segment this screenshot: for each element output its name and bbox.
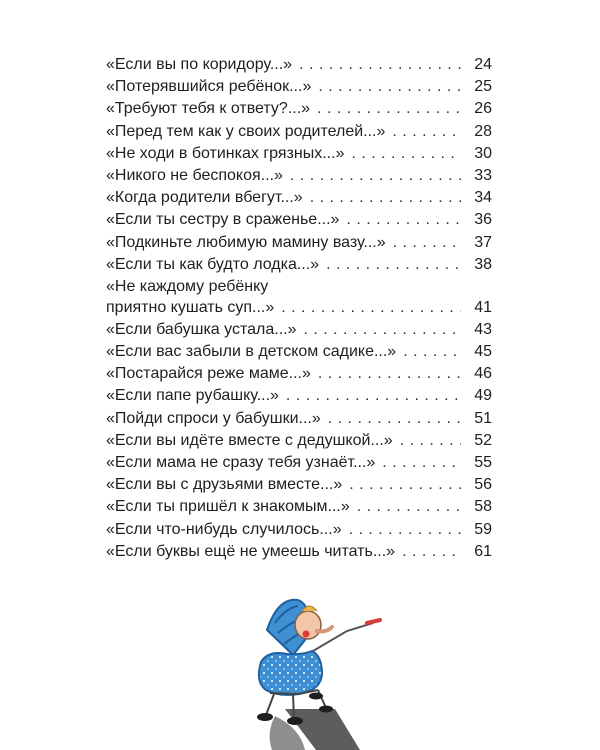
toc-entry <box>106 364 492 386</box>
toc-entry <box>106 386 492 408</box>
toc-entry-title: «Если ты сестру в сраженье...» <box>106 211 340 229</box>
wheel-left-rear <box>257 713 273 721</box>
toc-page-number: 49 <box>474 387 492 405</box>
toc-entry-title: «Пойди спроси у бабушки...» <box>106 409 321 427</box>
stroller-body <box>259 651 322 695</box>
toc-page-number: 46 <box>474 365 492 383</box>
dot-leader <box>317 99 461 119</box>
toc-entry-title: «Если вы по коридору...» <box>106 56 293 73</box>
toc-entry-title: «Если вы идёте вместе с дедушкой...» <box>106 431 393 449</box>
toc-page-number: 59 <box>474 520 492 538</box>
dot-leader <box>349 475 461 495</box>
toc-page-number: 51 <box>474 409 492 427</box>
dot-leader <box>290 166 461 186</box>
toc-page-number: 34 <box>474 189 492 207</box>
toc-entry <box>106 188 492 210</box>
toc-entry-title: «Если мама не сразу тебя узнаёт...» <box>106 454 376 471</box>
toc-entry <box>106 77 492 99</box>
toc-entry-two-line <box>106 277 492 320</box>
toc-entry <box>106 497 492 519</box>
toc-entry-title: «Постарайся реже маме...» <box>106 365 311 383</box>
toc-entry <box>106 342 492 364</box>
toc-page-number: 41 <box>474 298 492 316</box>
toc-entry-title: «Если бабушка устала...» <box>106 320 297 338</box>
toc-page-number: 30 <box>474 144 492 162</box>
dot-leader <box>303 320 461 340</box>
dot-leader <box>281 298 461 318</box>
toc-page-number: 45 <box>474 343 492 361</box>
toc-page-number: 28 <box>474 122 492 140</box>
toc-entry <box>106 233 492 255</box>
dot-leader <box>402 542 461 562</box>
toc-entry-title: «Не ходи в ботинках грязных...» <box>106 144 345 162</box>
toc-entry-title: «Если ты как будто лодка...» <box>106 255 320 273</box>
stroller-handle <box>313 623 373 651</box>
pacifier-icon <box>303 631 310 638</box>
handle-grip <box>367 620 380 623</box>
dot-leader <box>346 210 461 230</box>
toc-page-number: 52 <box>474 431 492 449</box>
toc-entry <box>106 320 492 342</box>
toc-entry-title: «Подкиньте любимую мамину вазу...» <box>106 233 386 251</box>
toc-entry-last-line <box>106 298 492 318</box>
toc-entry <box>106 55 492 77</box>
wheel-right-front <box>319 706 333 713</box>
toc-page-number: 24 <box>474 56 492 73</box>
baby-stroller-illustration <box>230 583 400 750</box>
toc-page-number: 36 <box>474 211 492 229</box>
toc-entry-title: «Если вас забыли в детском садике...» <box>106 343 397 361</box>
toc-page-number: 58 <box>474 498 492 516</box>
toc-entry <box>106 255 492 277</box>
toc-page-number: 38 <box>474 255 492 273</box>
toc-entry-title: «Перед тем как у своих родителей...» <box>106 122 386 140</box>
toc-entry-title: «Если ты пришёл к знакомым...» <box>106 498 350 516</box>
toc-page-number: 61 <box>474 542 492 560</box>
toc-entry-title: «Если буквы ещё не умеешь читать...» <box>106 542 396 560</box>
dot-leader <box>349 520 461 540</box>
toc-page-number: 55 <box>474 454 492 471</box>
dot-leader <box>382 453 461 473</box>
toc-page-number: 26 <box>474 100 492 118</box>
toc-entry <box>106 122 492 144</box>
dot-leader <box>393 233 461 253</box>
toc-entry <box>106 542 492 564</box>
dot-leader <box>351 144 461 164</box>
toc-entry <box>106 431 492 453</box>
toc-page-number: 33 <box>474 166 492 184</box>
wheel-right-rear <box>309 693 323 700</box>
dot-leader <box>318 364 461 384</box>
dot-leader <box>310 188 461 208</box>
toc-entry <box>106 144 492 166</box>
toc-entry <box>106 99 492 121</box>
dot-leader <box>328 409 461 429</box>
wheel-left-front <box>287 717 303 725</box>
table-of-contents <box>106 55 492 564</box>
dot-leader <box>392 122 461 142</box>
dot-leader <box>400 431 461 451</box>
dot-leader <box>326 255 461 275</box>
toc-entry <box>106 210 492 232</box>
dot-leader <box>403 342 461 362</box>
toc-page-number: 25 <box>474 78 492 96</box>
toc-entry-title: «Если вы с друзьями вместе...» <box>106 476 343 494</box>
toc-page-number: 56 <box>474 476 492 494</box>
toc-entry-title: «Никого не беспокоя...» <box>106 166 283 184</box>
dot-leader <box>357 497 461 517</box>
toc-entry-title: «Когда родители вбегут...» <box>106 189 303 207</box>
dot-leader <box>286 386 461 406</box>
toc-entry <box>106 453 492 475</box>
toc-entry-title-line-1: «Не каждому ребёнку <box>106 277 269 295</box>
toc-entry <box>106 166 492 188</box>
toc-entry-title: «Потерявшийся ребёнок...» <box>106 78 312 96</box>
toc-entry-title-line-2: приятно кушать суп...» <box>106 298 275 316</box>
toc-page-number: 37 <box>474 233 492 251</box>
toc-entry-title: «Требуют тебя к ответу?...» <box>106 100 311 118</box>
dot-leader <box>299 55 461 75</box>
toc-entry <box>106 409 492 431</box>
toc-entry <box>106 475 492 497</box>
toc-page-number: 43 <box>474 320 492 338</box>
toc-entry-title: «Если что-нибудь случилось...» <box>106 520 342 538</box>
toc-entry <box>106 520 492 542</box>
dot-leader <box>318 77 461 97</box>
toc-entry-title: «Если папе рубашку...» <box>106 387 279 405</box>
